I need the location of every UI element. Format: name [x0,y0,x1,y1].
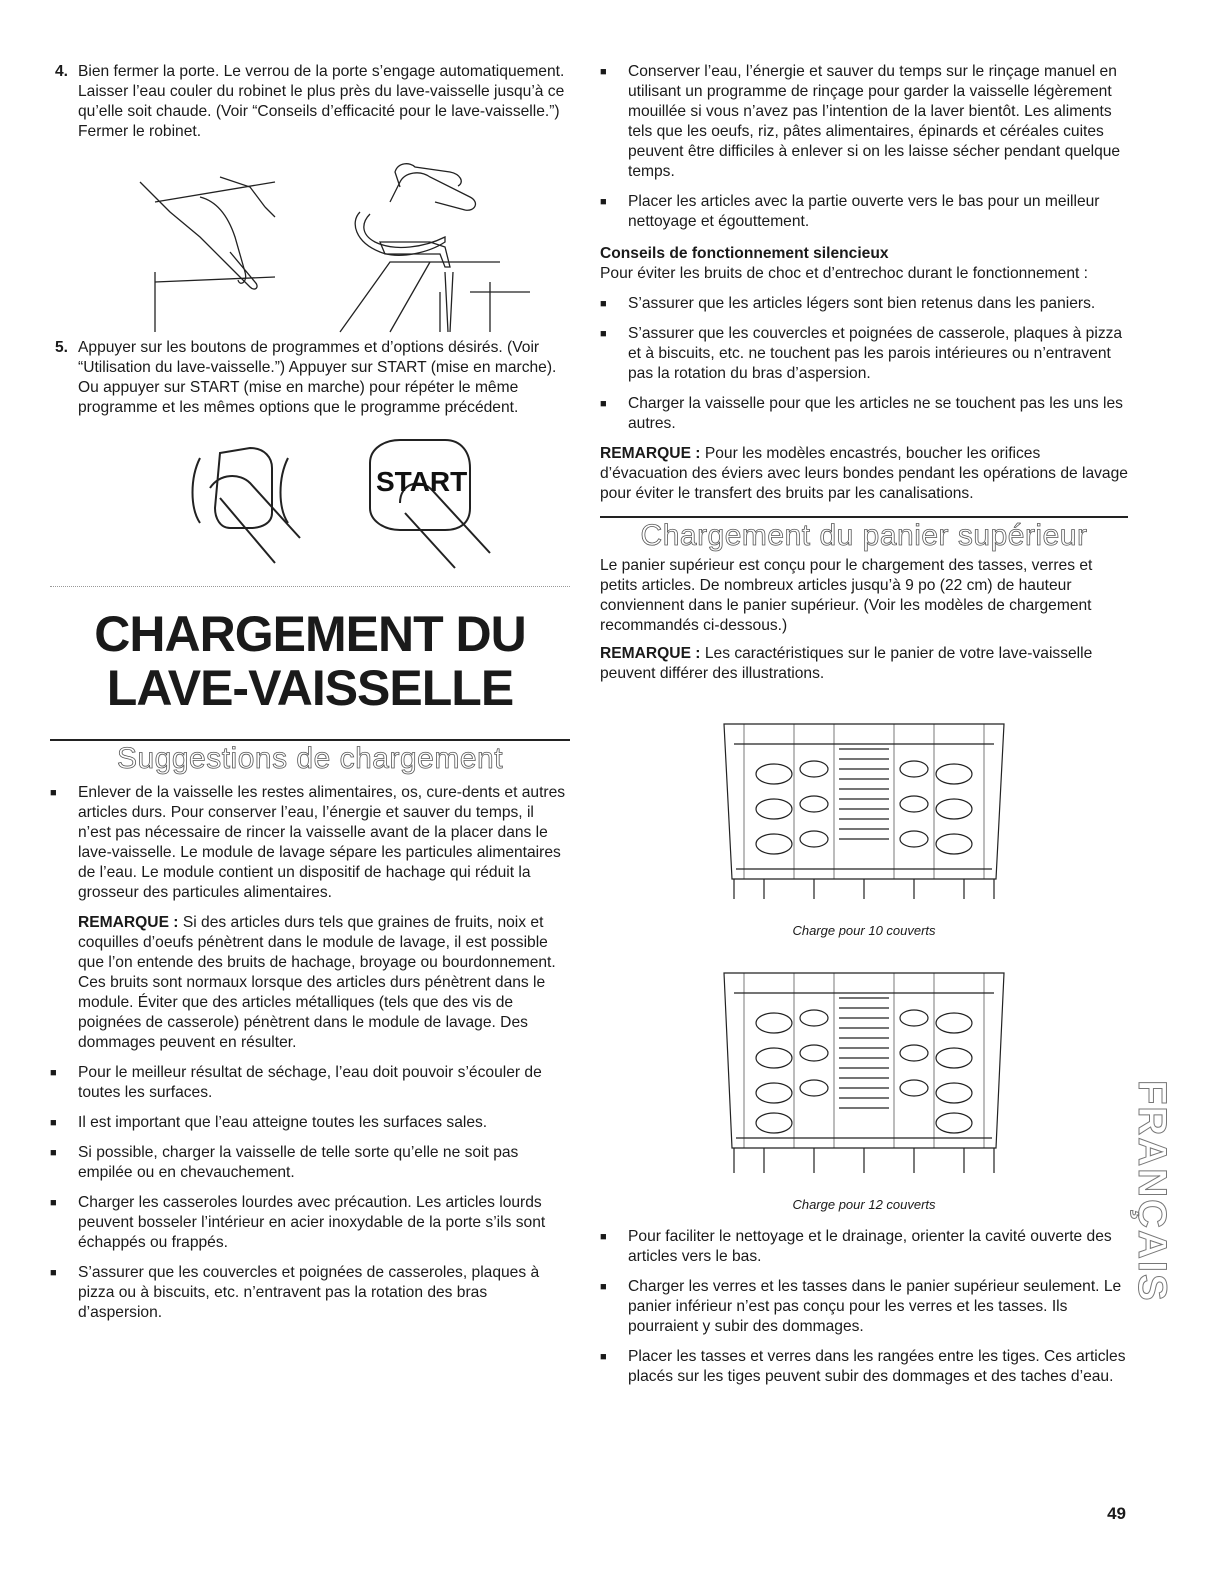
press-button-icon [50,428,570,580]
main-title-line1: CHARGEMENT DU [94,606,526,662]
paragraph: Le panier supérieur est conçu pour le chargement des tasses, verres et petits articles. De nombreux articles jusqu’à 9 po (22 cm) de hauteur conviennent dans le panier supérieur. (Voir les modèles de chargement recommandés ci-dessous.) [600,557,1093,634]
list-item: ■ Conserver l’eau, l’énergie et sauver du temps sur le rinçage manuel en utilisant un programme de rinçage pour garder la vaisselle légèrement mouillée si vous n’avez pas l’intention de la laver bientôt. Les aliments tels que les oeufs, riz, pâtes alimentaires, épinards et céréales cuites peuvent être difficiles à enlever si on les laisse sécher pendant quelque temps. [600,63,1121,180]
caption: Charge pour 10 couverts [792,923,936,938]
caption: Charge pour 12 couverts [792,1197,936,1212]
list-item: ■ Pour le meilleur résultat de séchage, l’eau doit pouvoir s’écouler de toutes les surfaces. [50,1064,542,1101]
bullet-icon: ■ [50,1067,57,1079]
list-item: ■ S’assurer que les articles légers sont bien retenus dans les paniers. [600,295,1096,312]
bullet-icon: ■ [50,1267,57,1279]
bullet-icon: ■ [50,1197,57,1209]
step-number: 5. [54,339,68,356]
main-title [50,606,570,716]
remarque-note: REMARQUE : Si des articles durs tels que graines de fruits, noix et coquilles d’oeufs pénètrent dans le module de lavage, il est possible que l’on entende des bruits de hachage, broyage ou bourdonnement. Ces bruits sont normaux lorsque des articles durs pénètrent dans le module. Éviter que des articles métalliques (tels que des vis de poignées de casserole) pénètrent dans le module de lavage. Des dommages peuvent en résulter. [78,914,556,1051]
bullet-icon: ■ [600,1281,607,1293]
bullet-icon: ■ [600,1351,607,1363]
remarque-note: REMARQUE : Pour les modèles encastrés, boucher les orifices d’évacuation des éviers avec leurs bondes pendant les opérations de lavage pour éviter le transfert des bruits par les canalisations. [600,445,1128,502]
step-4 [50,62,570,142]
left-column [50,62,570,1333]
section-title: Suggestions de chargement [116,742,504,775]
bullet-icon: ■ [600,328,607,340]
remarque-note: REMARQUE : Les caractéristiques sur le panier de votre lave-vaisselle peuvent différer des illustrations. [600,645,1093,682]
bullet-icon: ■ [50,1147,57,1159]
door-faucet-illustration [50,142,570,338]
bullet-icon: ■ [600,196,607,208]
dish-rack-icon [714,694,1014,909]
subheading: Conseils de fonctionnement silencieux [600,245,889,262]
step-5 [50,338,570,418]
right-column [600,62,1128,1397]
dish-rack-icon [714,953,1014,1183]
step-number: 4. [54,63,68,80]
list-item: ■ Si possible, charger la vaisselle de telle sorte qu’elle ne soit pas empilée ou en chevauchement. [50,1144,519,1181]
list-item: ■ Charger les casseroles lourdes avec précaution. Les articles lourds peuvent bosseler l’intérieur en acier inoxydable de la porte s’ils sont échappés ou frappés. [50,1194,546,1251]
step-text: Bien fermer la porte. Le verrou de la porte s’engage automatiquement. Laisser l’eau couler du robinet le plus près du lave-vaisselle jusqu’à ce qu’elle soit chaude. (Voir “Conseils d’efficacité pour le lave-vaisselle.”) Fermer le robinet. [78,63,565,140]
list-item: ■ S’assurer que les couvercles et poignées de casserole, plaques à pizza et à biscuits, etc. ne touchent pas les parois intérieures ou n’entravent pas la rotation du bras d’aspersion. [600,325,1123,382]
step-text: Appuyer sur les boutons de programmes et d’options désirés. (Voir “Utilisation du lave-vaisselle.”) Appuyer sur START (mise en marche). Ou appuyer sur START (mise en marche) pour répéter le même programme et les mêmes options que le programme précédent. [78,339,557,416]
main-title-line2: LAVE-VAISSELLE [106,660,514,716]
page-number: 49 [1107,1504,1126,1523]
rack-illustration-12 [600,953,1128,1189]
list-item: ■ Charger la vaisselle pour que les articles ne se touchent pas les uns les autres. [600,395,1123,432]
list-item: ■ Il est important que l’eau atteigne toutes les surfaces sales. [50,1114,488,1131]
list-item: ■ Placer les articles avec la partie ouverte vers le bas pour un meilleur nettoyage et égouttement. [600,193,1100,230]
bullet-icon: ■ [50,787,57,799]
rack-illustration-10 [600,694,1128,915]
bullet-icon: ■ [600,298,607,310]
section-title: Chargement du panier supérieur [640,519,1088,552]
list-item: ■ Placer les tasses et verres dans les rangées entre les tiges. Ces articles placés sur les tiges peuvent subir des dommages et des taches d’eau. [600,1348,1126,1385]
start-label: START [376,466,468,497]
language-tab-label: FRANÇAIS [1130,1080,1174,1303]
list-item: ■ Pour faciliter le nettoyage et le drainage, orienter la cavité ouverte des articles vers le bas. [600,1228,1112,1265]
bullet-icon: ■ [600,1231,607,1243]
hand-door-faucet-icon [50,142,570,338]
bullet-icon: ■ [600,66,607,78]
buttons-illustration [50,428,570,580]
list-item: ■ Charger les verres et les tasses dans le panier supérieur seulement. Le panier inférieur n’est pas conçu pour les verres et les tasses. Ils pourraient y subir des dommages. [600,1278,1122,1335]
bullet-icon: ■ [50,1117,57,1129]
language-tab [1130,1080,1176,1340]
bullet-icon: ■ [600,398,607,410]
list-item: ■ Enlever de la vaisselle les restes alimentaires, os, cure-dents et autres articles durs. Pour conserver l’eau, l’énergie et sauver du temps, il n’est pas nécessaire de rincer la vaisselle avant de la placer dans le lave-vaisselle. Le module de lavage sépare les particules alimentaires de l’eau. Le module contient un dispositif de hachage qui réduit la grosseur des particules alimentaires. [50,784,566,901]
list-item: ■ S’assurer que les couvercles et poignées de casseroles, plaques à pizza ou à biscuits, etc. n’entravent pas la rotation des bras d’aspersion. [50,1264,540,1321]
intro-text: Pour éviter les bruits de choc et d’entrechoc durant le fonctionnement : [600,265,1089,282]
